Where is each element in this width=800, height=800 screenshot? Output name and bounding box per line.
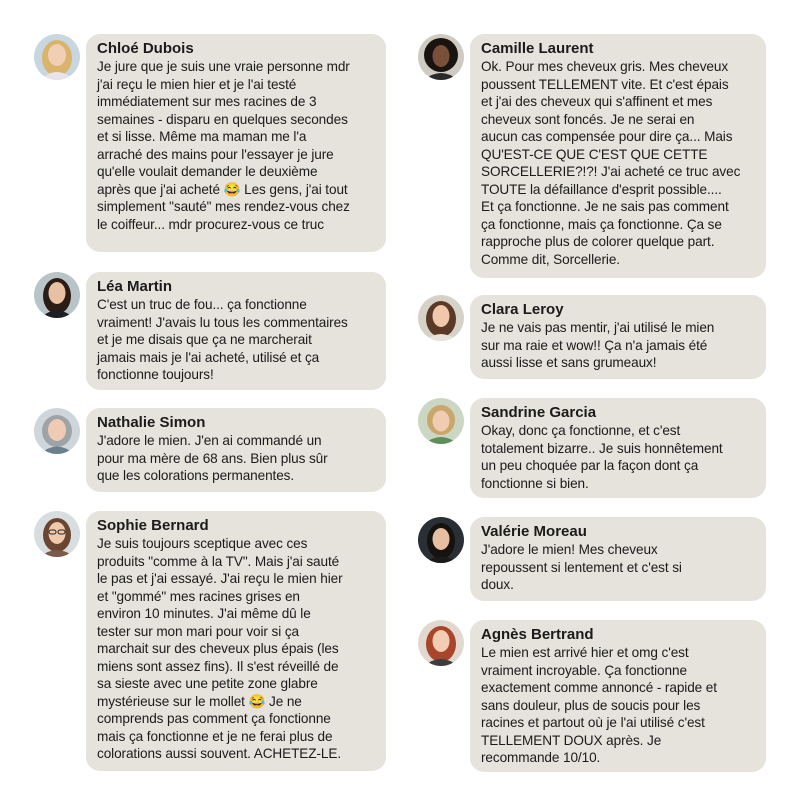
comment-text: Ok. Pour mes cheveux gris. Mes cheveux poussent TELLEMENT vite. Et c'est épais et j'ai des cheveux qui s'affinent et mes cheveux sont foncés. Je ne serai en aucun cas compensée pour dire ça... Mais QU'EST-CE QUE C'EST QUE CETTE SORCELLERIE?!?! J'ai acheté ce truc avec TOUTE la défaillance d'esprit possible.... Et ça fonctionne. Je ne sais pas comment ça fonctionne, mais ça fonctionne. Ça se rapproche plus de colorer quelque part. Comme dit, Sorcellerie. (481, 59, 741, 267)
comment-bubble (470, 517, 766, 601)
commenter-name[interactable]: Léa Martin (97, 278, 173, 295)
comment-text: J'adore le mien! Mes cheveux repoussent si lentement et c'est si doux. (481, 542, 682, 592)
avatar[interactable] (34, 511, 80, 557)
commenter-name[interactable]: Clara Leroy (481, 301, 564, 318)
comment-bubble (86, 408, 386, 492)
commenter-name[interactable]: Valérie Moreau (481, 523, 587, 540)
commenter-name[interactable]: Chloé Dubois (97, 40, 194, 57)
comment-bubble (470, 295, 766, 379)
comment-text: C'est un truc de fou... ça fonctionne vraiment! J'avais lu tous les commentaires et je me disais que ça ne marcherait jamais mais je l'ai acheté, utilisé et ça fonctionne toujours! (97, 297, 348, 382)
commenter-name[interactable]: Sophie Bernard (97, 517, 209, 534)
comment-text: Je jure que je suis une vraie personne mdr j'ai reçu le mien hier et je l'ai testé immédiatement sur mes racines de 3 semaines - disparu en quelques secondes et si lisse. Même ma maman me l'a arraché des mains pour l'essayer je jure qu'elle voulait demander le deuxième après que j'ai acheté 😂 Les gens, j'ai tout simplement "sauté" mes rendez-vous chez le coiffeur... mdr procurez-vous ce truc (97, 59, 350, 232)
avatar[interactable] (418, 295, 464, 341)
avatar[interactable] (34, 272, 80, 318)
comment-bubble (86, 34, 386, 252)
avatar-short-blonde-woman-icon (418, 398, 464, 444)
avatar-red-hair-woman-icon (418, 620, 464, 666)
avatar[interactable] (34, 408, 80, 454)
avatar[interactable] (418, 398, 464, 444)
avatar-dark-hair-woman-icon (34, 272, 80, 318)
commenter-name[interactable]: Sandrine Garcia (481, 404, 597, 421)
avatar-glasses-woman-icon (34, 511, 80, 557)
comment-text: Je ne vais pas mentir, j'ai utilisé le mien sur ma raie et wow!! Ça n'a jamais été aussi lisse et sans grumeaux! (481, 320, 715, 370)
avatar[interactable] (418, 517, 464, 563)
avatar-black-hair-woman-icon (418, 517, 464, 563)
avatar-gray-hair-woman-icon (34, 408, 80, 454)
avatar-brown-hair-woman-icon (418, 295, 464, 341)
comment-bubble (86, 511, 386, 771)
avatar-blonde-woman-icon (34, 34, 80, 80)
comment-bubble (86, 272, 386, 390)
avatar[interactable] (34, 34, 80, 80)
commenter-name[interactable]: Agnès Bertrand (481, 626, 594, 643)
avatar-curly-hair-woman-icon (418, 34, 464, 80)
comment-bubble (470, 34, 766, 278)
avatar[interactable] (418, 34, 464, 80)
comment-text: J'adore le mien. J'en ai commandé un pour ma mère de 68 ans. Bien plus sûr que les colorations permanentes. (97, 433, 328, 483)
commenter-name[interactable]: Nathalie Simon (97, 414, 206, 431)
comment-text: Le mien est arrivé hier et omg c'est vraiment incroyable. Ça fonctionne exactement comme annoncé - rapide et sans douleur, plus de soucis pour les racines et partout où je l'ai utilisé c'est TELLEMENT DOUX après. Je recommande 10/10. (481, 645, 717, 765)
commenter-name[interactable]: Camille Laurent (481, 40, 594, 57)
avatar[interactable] (418, 620, 464, 666)
comment-bubble (470, 398, 766, 498)
comment-text: Okay, donc ça fonctionne, et c'est totalement bizarre.. Je suis honnêtement un peu choquée par la façon dont ça fonctionne si bien. (481, 423, 723, 491)
comment-bubble (470, 620, 766, 772)
comment-text: Je suis toujours sceptique avec ces produits "comme à la TV". Mais j'ai sauté le pas et j'ai essayé. J'ai reçu le mien hier et "gommé" mes racines grises en environ 10 minutes. J'ai même dû le tester sur mon mari pour voir si ça marchait sur des cheveux plus épais (les miens sont assez fins). Il s'est réveillé de sa sieste avec une petite zone glabre mystérieuse sur le mollet 😂 Je ne comprends pas comment ça fonctionne mais ça fonctionne et je ne ferai plus de colorations aussi souvent. ACHETEZ-LE. (97, 536, 343, 761)
